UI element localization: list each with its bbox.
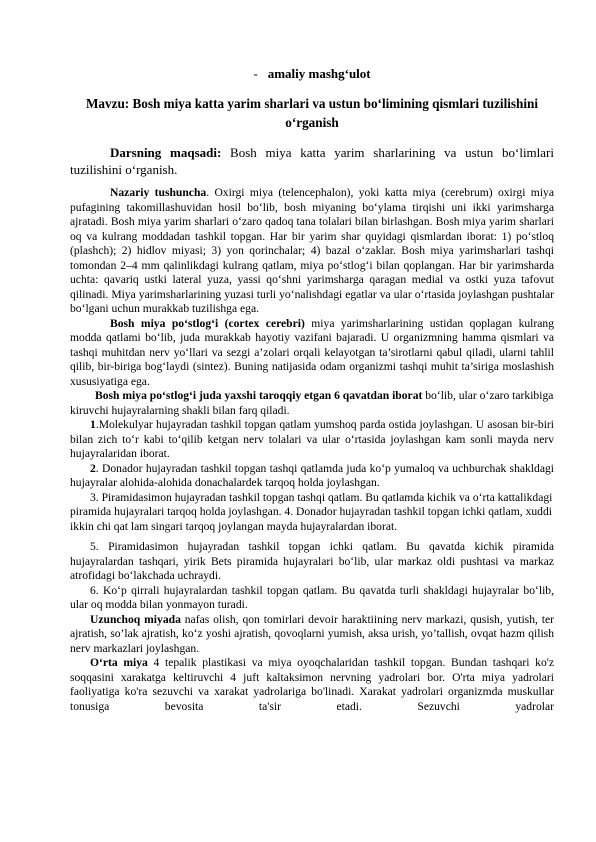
theory-text: . Oxirgi miya (telencephalon), yoki katta miya (cerebrum) oxirgi miya pufagining takomillashuvidan hosil bo‘lib, bosh miyaning bo‘ylama tirqishi uni ikki yarimsharga ajratadi. Bosh miya yarim sharlari o‘zaro qadoq tana tolalari bilan birlashgan. Bosh miya yarim sharlari oq va kulrang moddadan tashkil topgan. Har bir yarim shar quyidagi qismlardan iborat: 1) po‘stloq (plashch); 2) hidlov miyasi; 3) yon qorinchalar; 4) bazal o‘zaklar. Bosh miya yarimsharlari tashqi tomondan 2–4 mm qalinlikdagi kulrang qatlam, miya po‘stlog‘i bilan qoplangan. Har bir yarimsharda uchta: qavariq ustki lateral yuza, yassi qo‘shni yarimsharga qaragan medial va ostki yuza tafovut qilinadi. Miya yarimsharlarining yuzasi turli yo‘nalishdagi egatlar va ular o‘rtasida joylashgan pushtalar bo‘lgani uchun murakkab tuzilishga ega. <box>70 186 554 315</box>
cortex-text: miya yarimsharlarining ustidan qoplagan kulrang modda qatlami bo‘lib, juda murakkab hayotiy vazifani bajaradi. U organizmning hamma qismlari va tashqi muhitdan nerv yo‘llari va sezgi a’zolari orqali kelayotgan ta’sirotlarni qabul qiladi, ularni tahlil qilib, bir-biriga bog‘laydi (sintez). Buning natijasida odam organizmi tashqi muhit ta’siriga moslashish xususiyatiga ega. <box>70 316 555 388</box>
layer-1-paragraph <box>70 418 554 462</box>
theory-label: Nazariy tushuncha <box>110 186 207 199</box>
layer-6-paragraph: 6. Ko‘p qirrali hujayralardan tashkil topgan qatlam. Bu qavatda turli shakldagi hujayralar bo‘lib, ular oq modda bilan yonmayon turadi. <box>70 583 554 611</box>
goal-label: Darsning maqsadi: <box>110 145 222 160</box>
document-page <box>70 66 554 714</box>
midbrain-label: O‘rta miya <box>90 656 148 669</box>
cortex-label: Bosh miya po‘stlog‘i (cortex cerebri) <box>110 316 305 330</box>
heading-dash: - <box>253 66 258 81</box>
medulla-text: nafas olish, qon tomirlari devoir haraktiining nerv markazi, qusish, yutish, ter ajratish, so’lak ajratish, ko‘z yoshi ajratish, qovoqlarni yumish, aksa urish, yo’tallish, ovqat hazm qilish nerv markazlari joylashgan. <box>70 612 555 655</box>
layer-3-4-paragraph: 3. Piramidasimon hujayradan tashkil topgan tashqi qatlam. Bu qatlamda kichik va o‘rta kattalikdagi piramida hujayralari tarqoq holda joylashgan. 4. Donador hujayradan tashkil topgan ichki qatlam, xuddi ikkin chi qat lam singari tarqoq joylangan mayda hujayralardan iborat. <box>70 490 553 533</box>
layer-2-text: . Donador hujayradan tashkil topgan tashqi qatlamda juda ko‘p yumaloq va uchburchak shakldagi hujayralar alohida-alohida donachalardek tarqoq holda joylashgan. <box>70 461 554 489</box>
midbrain-paragraph <box>70 656 554 714</box>
topic-title: Mavzu: Bosh miya katta yarim sharlari va ustun bo‘limining qismlari tuzilishini o‘rganish <box>85 96 539 130</box>
layer-1-text: .Molekulyar hujayradan tashkil topgan qatlam yumshoq parda ostida joylashgan. U asosan bir-biri bilan zich to‘r kabi to‘qilib ketgan nerv tolalari va ular o‘rtasida joylashgan kam sonli mayda nerv hujayralaridan iborat. <box>70 418 554 460</box>
midbrain-text: 4 tepalik plastikasi va miya oyoqchalaridan tashkil topgan. Bundan tashqari ko'z soqqasini xarakatga keltiruvchi 4 juft kaltaksimon nervning yadrolari bor. O'rta miya yadrolari faoliyatiga ko'ra sezuvchi va xarakat yadrolariga bo'linadi. Xarakat yadrolari organizmda muskullar tonusiga bevosita ta'sir etadi. Sezuvchi yadrolar <box>70 656 554 713</box>
layer-2-number: 2 <box>90 461 96 475</box>
medulla-label: Uzunchoq miyada <box>90 612 181 626</box>
lesson-goal <box>70 144 554 178</box>
medulla-paragraph <box>70 613 554 657</box>
layers-text: bo‘lib, ular o‘zaro tarkibiga kiruvchi hujayralarning shakli bilan farq qiladi. <box>70 389 554 417</box>
goal-text: Bosh miya katta yarim sharlarining va ustun bo‘limlari tuzilishini o‘rganish. <box>70 145 554 177</box>
theory-paragraph <box>70 186 554 317</box>
layers-label: Bosh miya po‘stlog‘i juda yaxshi taroqqiy etgan 6 qavatdan iborat <box>95 389 423 402</box>
layer-5-paragraph: 5. Piramidasimon hujayradan tashkil topgan ichki qatlam. Bu qavatda kichik piramida hujayralardan tashqari, yirik Bets piramida hujayralari bo‘lib, ular markaz oldi pushtasi va markaz atrofidagi bo‘lakchada uchraydi. <box>70 540 554 582</box>
exercise-heading <box>70 66 554 82</box>
cortex-paragraph <box>70 317 554 390</box>
layer-2-paragraph <box>70 462 554 491</box>
layer-1-number: 1 <box>90 418 96 431</box>
heading-title: amaliy mashg‘ulot <box>267 66 371 81</box>
layers-paragraph <box>70 389 554 418</box>
